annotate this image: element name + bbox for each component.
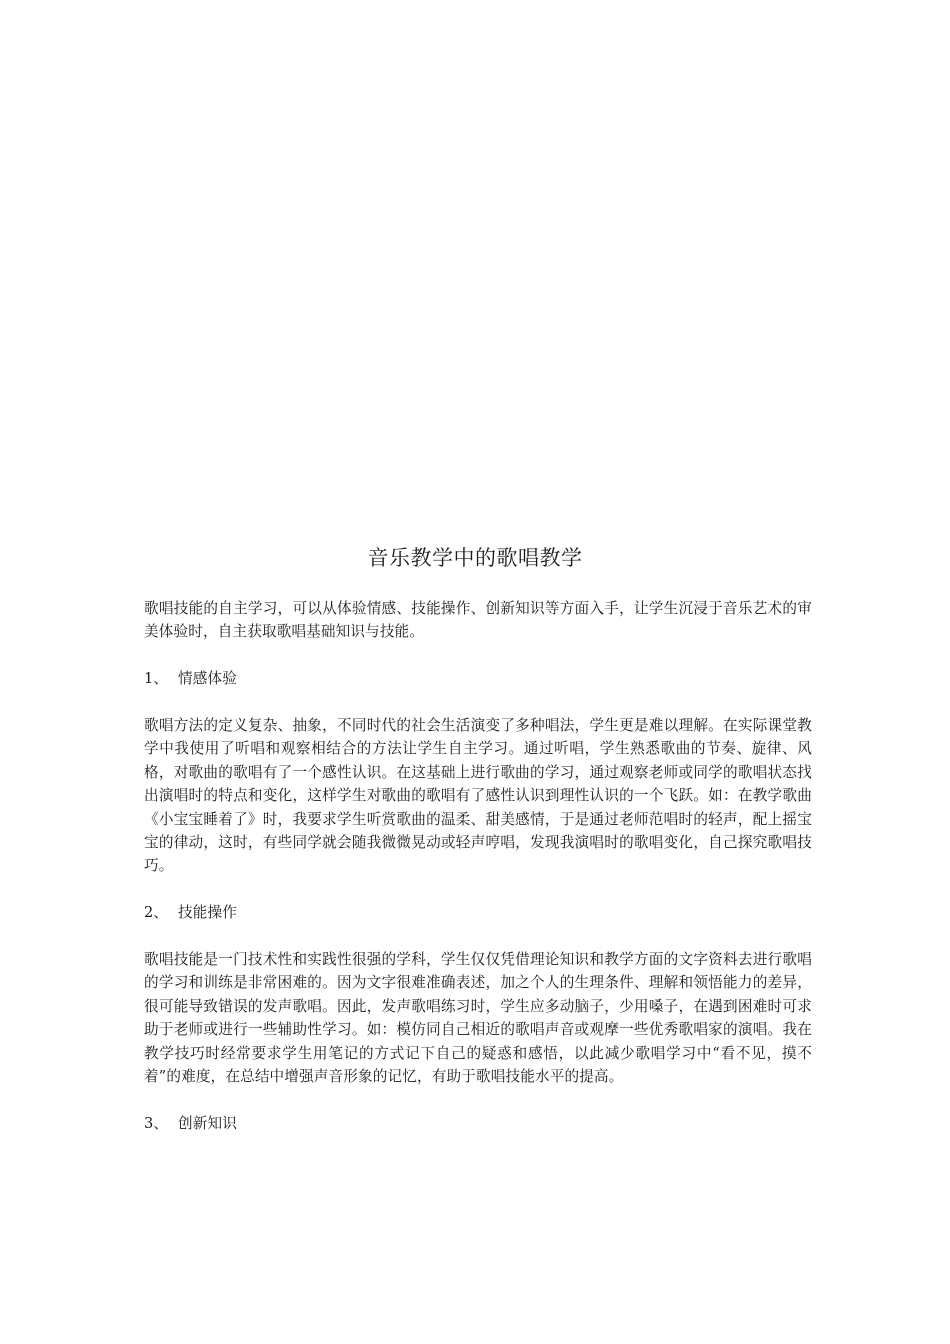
document-body: [144, 597, 812, 1159]
section-number: 2、: [144, 904, 169, 922]
section-number: 1、: [144, 670, 169, 688]
section-number: 3、: [144, 1114, 169, 1132]
section-heading-text: 技能操作: [178, 904, 237, 922]
section-paragraph-2: 歌唱技能是一门技术性和实践性很强的学科，学生仅仅凭借理论知识和教学方面的文字资料去进行歌唱的学习和训练是非常困难的。因为文字很难准确表述，加之个人的生理条件、理解和领悟能力的差异，很可能导致错误的发声歌唱。因此，发声歌唱练习时，学生应多动脑子，少用嗓子，在遇到困难时可求助于老师或进行一些辅助性学习。如：模仿同自己相近的歌唱声音或观摩一些优秀歌唱家的演唱。我在教学技巧时经常要求学生用笔记的方式记下自己的疑惑和感悟，以此减少歌唱学习中“看不见，摸不着”的难度，在总结中增强声音形象的记忆，有助于歌唱技能水平的提高。: [144, 951, 812, 1086]
section-heading-3: [144, 1112, 812, 1135]
section-heading-2: [144, 901, 812, 924]
section-paragraph-1: 歌唱方法的定义复杂、抽象，不同时代的社会生活演变了多种唱法，学生更是难以理解。在实际课堂教学中我使用了听唱和观察相结合的方法让学生自主学习。通过听唱，学生熟悉歌曲的节奏、旋律、风格，对歌曲的歌唱有了一个感性认识。在这基础上进行歌曲的学习，通过观察老师或同学的歌唱状态找出演唱时的特点和变化，这样学生对歌曲的歌唱有了感性认识到理性认识的一个飞跃。如：在教学歌曲《小宝宝睡着了》时，我要求学生听赏歌曲的温柔、甜美感情，于是通过老师范唱时的轻声，配上摇宝宝的律动，这时，有些同学就会随我微微晃动或轻声哼唱，发现我演唱时的歌唱变化，自己探究歌唱技巧。: [144, 717, 812, 875]
section-heading-1: [144, 667, 812, 690]
document-title: 音乐教学中的歌唱教学: [367, 546, 583, 570]
section-heading-text: 情感体验: [178, 670, 237, 688]
intro-paragraph: 歌唱技能的自主学习，可以从体验情感、技能操作、创新知识等方面入手，让学生沉浸于音乐艺术的审美体验时，自主获取歌唱基础知识与技能。: [144, 600, 812, 641]
section-heading-text: 创新知识: [178, 1114, 237, 1132]
